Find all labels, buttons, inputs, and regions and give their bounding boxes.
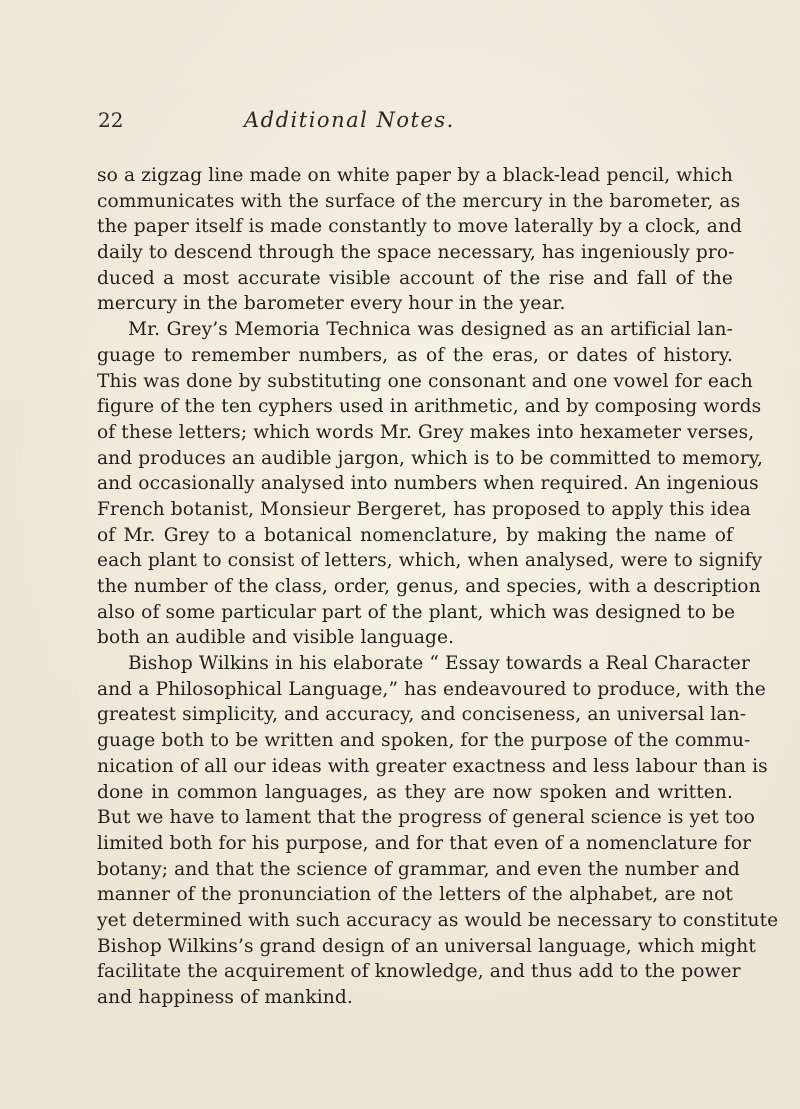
text-line: and happiness of mankind. xyxy=(97,987,353,1008)
text-line: of these letters; which words Mr. Grey makes into hexameter verses, xyxy=(97,421,755,443)
text-line: and a Philosophical Language,” has endeavoured to produce, with the xyxy=(97,678,766,700)
text-line: nication of all our ideas with greater exactness and less labour than is xyxy=(97,755,768,777)
text-line: each plant to consist of letters, which, when analysed, were to signify xyxy=(97,550,763,572)
text-line: This was done by substituting one consonant and one vowel for each xyxy=(97,370,753,392)
text-line: Bishop Wilkins’s grand design of an universal language, which might xyxy=(97,935,756,957)
text-line: mercury in the barometer every hour in the year. xyxy=(97,293,566,315)
text-line: yet determined with such accuracy as would be necessary to constitute xyxy=(97,909,779,931)
text-line: Bishop Wilkins in his elaborate “ Essay towards a Real Character xyxy=(128,653,751,675)
text-line: the number of the class, order, genus, and species, with a description xyxy=(97,576,761,597)
text-line: and occasionally analysed into numbers when required. An ingenious xyxy=(97,473,759,495)
running-head xyxy=(98,108,730,142)
text-line: and produces an audible jargon, which is to be committed to memory, xyxy=(97,447,763,469)
text-line: Mr. Grey’s Memoria Technica was designed as an artificial lan- xyxy=(128,319,733,341)
text-line: greatest simplicity, and accuracy, and conciseness, an universal lan- xyxy=(97,704,747,726)
text-line: daily to descend through the space necessary, has ingeniously pro- xyxy=(97,242,735,264)
text-line: manner of the pronunciation of the letters of the alphabet, are not xyxy=(97,884,733,906)
page-number: 22 xyxy=(98,108,124,132)
text-line: also of some particular part of the plant, which was designed to be xyxy=(97,601,736,623)
running-title: Additional Notes. xyxy=(244,108,455,132)
text-line: figure of the ten cyphers used in arithmetic, and by composing words xyxy=(97,396,762,418)
text-line: guage to remember numbers, as of the eras, or dates of history. xyxy=(97,344,733,366)
text-line: both an audible and visible language. xyxy=(97,627,455,649)
text-line: French botanist, Monsieur Bergeret, has proposed to apply this idea xyxy=(97,498,751,520)
text-line: facilitate the acquirement of knowledge, and thus add to the power xyxy=(97,961,741,983)
text-line: But we have to lament that the progress of general science is yet too xyxy=(97,807,755,829)
text-line: limited both for his purpose, and for that even of a nomenclature for xyxy=(97,832,752,854)
text-line: botany; and that the science of grammar, and even the number and xyxy=(97,858,740,880)
text-line: of Mr. Grey to a botanical nomenclature, by making the name of xyxy=(97,524,733,546)
text-line: done in common languages, as they are now spoken and written. xyxy=(97,781,733,803)
text-line: guage both to be written and spoken, for the purpose of the commu- xyxy=(97,730,751,752)
text-line: the paper itself is made constantly to move laterally by a clock, and xyxy=(97,216,743,238)
text-line: duced a most accurate visible account of the rise and fall of the xyxy=(97,267,733,289)
body-text xyxy=(97,163,779,1011)
text-line: communicates with the surface of the mercury in the barometer, as xyxy=(97,190,741,212)
text-line: so a zigzag line made on white paper by a black-lead pencil, which xyxy=(97,165,733,186)
